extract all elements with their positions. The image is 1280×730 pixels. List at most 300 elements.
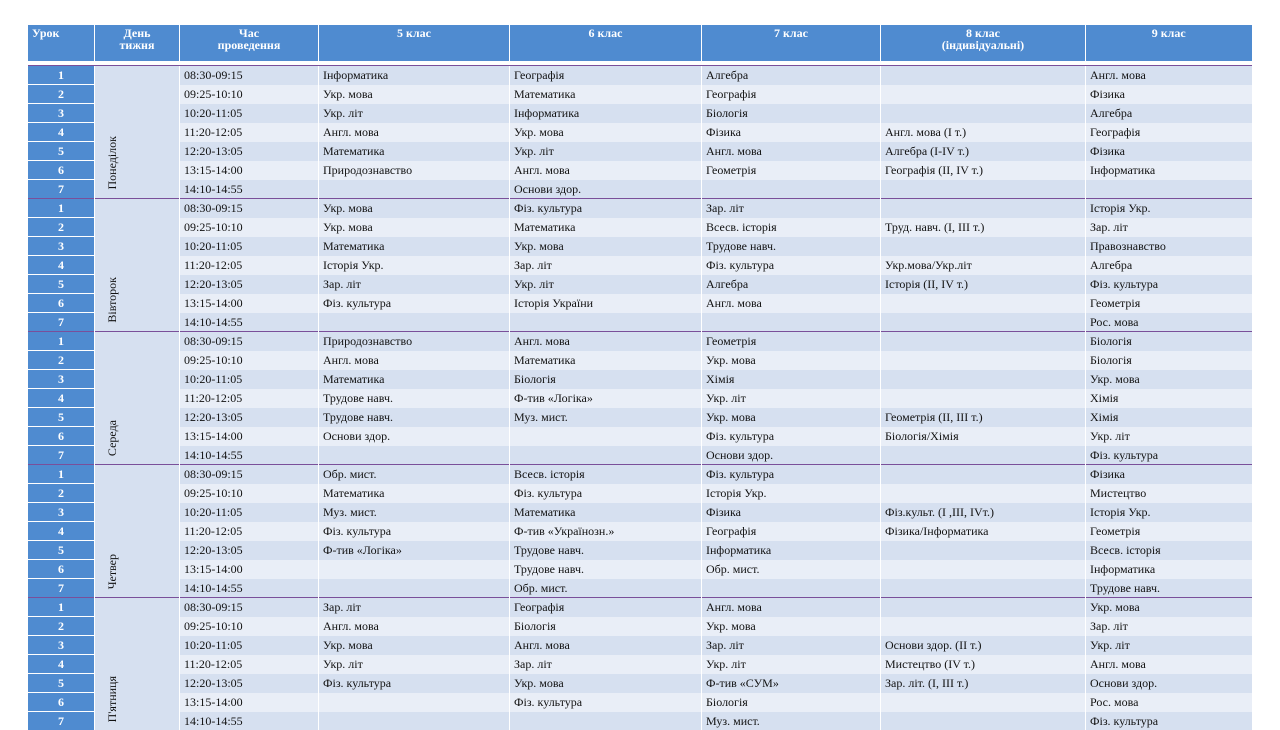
subject-cell-7: Трудове навч.: [702, 237, 881, 256]
lesson-number: 4: [28, 522, 95, 541]
subject-cell-9: Інформатика: [1086, 560, 1252, 579]
subject-cell-7: Основи здор.: [702, 446, 881, 465]
time-cell: 11:20-12:05: [180, 389, 319, 408]
lesson-number: 4: [28, 655, 95, 674]
time-cell: 11:20-12:05: [180, 522, 319, 541]
subject-cell-7: Інформатика: [702, 541, 881, 560]
subject-cell-9: Рос. мова: [1086, 693, 1252, 712]
subject-cell-9: Укр. мова: [1086, 370, 1252, 389]
lesson-number: 2: [28, 351, 95, 370]
table-row: [28, 104, 1252, 123]
subject-cell-8: [881, 484, 1086, 503]
subject-cell-7: Біологія: [702, 104, 881, 123]
subject-cell-8: [881, 598, 1086, 617]
table-row: [28, 199, 1252, 218]
table-row: [28, 180, 1252, 199]
time-cell: 09:25-10:10: [180, 617, 319, 636]
header-class-6: 6 клас: [510, 25, 702, 61]
subject-cell-8: Укр.мова/Укр.літ: [881, 256, 1086, 275]
subject-cell-9: Хімія: [1086, 408, 1252, 427]
subject-cell-6: Англ. мова: [510, 161, 702, 180]
subject-cell-7: Укр. літ: [702, 655, 881, 674]
lesson-number: 3: [28, 636, 95, 655]
subject-cell-6: Географія: [510, 598, 702, 617]
subject-cell-5: Ф-тив «Логіка»: [319, 541, 510, 560]
header-class-8: 8 клас (індивідуальні): [881, 25, 1086, 61]
time-cell: 13:15-14:00: [180, 294, 319, 313]
subject-cell-5: Зар. літ: [319, 598, 510, 617]
subject-cell-7: Фізика: [702, 123, 881, 142]
subject-cell-9: Трудове навч.: [1086, 579, 1252, 598]
subject-cell-5: Муз. мист.: [319, 503, 510, 522]
time-cell: 13:15-14:00: [180, 161, 319, 180]
subject-cell-6: Ф-тив «Логіка»: [510, 389, 702, 408]
subject-cell-7: Англ. мова: [702, 598, 881, 617]
lesson-number: 7: [28, 446, 95, 465]
day-cell: [95, 332, 180, 465]
subject-cell-8: [881, 180, 1086, 199]
subject-cell-9: Всесв. історія: [1086, 541, 1252, 560]
table-row: [28, 655, 1252, 674]
subject-cell-8: [881, 617, 1086, 636]
day-cell: [95, 465, 180, 598]
subject-cell-7: Історія Укр.: [702, 484, 881, 503]
time-cell: 09:25-10:10: [180, 85, 319, 104]
subject-cell-7: Географія: [702, 522, 881, 541]
header-class-9: 9 клас: [1086, 25, 1252, 61]
subject-cell-6: [510, 427, 702, 446]
subject-cell-8: [881, 332, 1086, 351]
subject-cell-7: Геометрія: [702, 332, 881, 351]
time-cell: 08:30-09:15: [180, 465, 319, 484]
subject-cell-5: Трудове навч.: [319, 408, 510, 427]
time-cell: 13:15-14:00: [180, 560, 319, 579]
subject-cell-6: Всесв. історія: [510, 465, 702, 484]
subject-cell-9: Хімія: [1086, 389, 1252, 408]
lesson-number: 5: [28, 674, 95, 693]
subject-cell-9: Зар. літ: [1086, 218, 1252, 237]
table-row: [28, 427, 1252, 446]
table-row: [28, 294, 1252, 313]
table-row: [28, 636, 1252, 655]
table-row: [28, 123, 1252, 142]
subject-cell-7: Фіз. культура: [702, 465, 881, 484]
time-cell: 12:20-13:05: [180, 541, 319, 560]
table-row: [28, 522, 1252, 541]
subject-cell-8: [881, 560, 1086, 579]
table-row: [28, 370, 1252, 389]
subject-cell-8: [881, 712, 1086, 730]
subject-cell-6: [510, 712, 702, 730]
subject-cell-7: Укр. мова: [702, 408, 881, 427]
table-row: [28, 389, 1252, 408]
subject-cell-6: Фіз. культура: [510, 484, 702, 503]
subject-cell-9: Фізика: [1086, 465, 1252, 484]
subject-cell-8: [881, 465, 1086, 484]
subject-cell-5: Укр. мова: [319, 218, 510, 237]
subject-cell-5: [319, 712, 510, 730]
day-label: П'ятниця: [103, 676, 121, 722]
table-row: [28, 351, 1252, 370]
day-label: Четвер: [103, 554, 121, 589]
time-cell: 10:20-11:05: [180, 370, 319, 389]
subject-cell-5: Укр. літ: [319, 104, 510, 123]
subject-cell-8: Зар. літ. (І, ІІІ т.): [881, 674, 1086, 693]
subject-cell-9: Фіз. культура: [1086, 712, 1252, 730]
subject-cell-8: [881, 389, 1086, 408]
time-cell: 14:10-14:55: [180, 579, 319, 598]
subject-cell-6: Англ. мова: [510, 636, 702, 655]
table-row: [28, 408, 1252, 427]
time-cell: 12:20-13:05: [180, 275, 319, 294]
header-class-5: 5 клас: [319, 25, 510, 61]
subject-cell-6: Географія: [510, 66, 702, 85]
lesson-number: 7: [28, 180, 95, 199]
subject-cell-5: Фіз. культура: [319, 674, 510, 693]
table-row: [28, 275, 1252, 294]
subject-cell-8: Геометрія (ІІ, ІІІ т.): [881, 408, 1086, 427]
subject-cell-7: Хімія: [702, 370, 881, 389]
subject-cell-5: Трудове навч.: [319, 389, 510, 408]
time-cell: 14:10-14:55: [180, 313, 319, 332]
lesson-number: 4: [28, 389, 95, 408]
lesson-number: 4: [28, 123, 95, 142]
subject-cell-9: Укр. літ: [1086, 427, 1252, 446]
table-row: [28, 161, 1252, 180]
subject-cell-7: Англ. мова: [702, 142, 881, 161]
table-row: [28, 484, 1252, 503]
subject-cell-8: [881, 104, 1086, 123]
subject-cell-8: [881, 351, 1086, 370]
subject-cell-7: Зар. літ: [702, 199, 881, 218]
time-cell: 08:30-09:15: [180, 66, 319, 85]
time-cell: 13:15-14:00: [180, 693, 319, 712]
table-row: [28, 218, 1252, 237]
subject-cell-6: Математика: [510, 85, 702, 104]
time-cell: 10:20-11:05: [180, 104, 319, 123]
table-row: [28, 560, 1252, 579]
subject-cell-8: Фізика/Інформатика: [881, 522, 1086, 541]
lesson-number: 5: [28, 142, 95, 161]
subject-cell-9: Укр. літ: [1086, 636, 1252, 655]
subject-cell-7: Зар. літ: [702, 636, 881, 655]
lesson-number: 6: [28, 693, 95, 712]
day-label: Понеділок: [103, 136, 121, 190]
header-class-7: 7 клас: [702, 25, 881, 61]
subject-cell-9: Основи здор.: [1086, 674, 1252, 693]
table-row: [28, 332, 1252, 351]
subject-cell-8: Історія (ІІ, ІV т.): [881, 275, 1086, 294]
subject-cell-5: Англ. мова: [319, 351, 510, 370]
subject-cell-7: Алгебра: [702, 275, 881, 294]
lesson-number: 2: [28, 85, 95, 104]
lesson-number: 2: [28, 617, 95, 636]
time-cell: 09:25-10:10: [180, 484, 319, 503]
subject-cell-6: Муз. мист.: [510, 408, 702, 427]
subject-cell-6: Історія України: [510, 294, 702, 313]
lesson-number: 3: [28, 104, 95, 123]
subject-cell-8: Основи здор. (ІІ т.): [881, 636, 1086, 655]
subject-cell-7: [702, 579, 881, 598]
subject-cell-8: [881, 579, 1086, 598]
subject-cell-6: Укр. мова: [510, 674, 702, 693]
subject-cell-8: [881, 85, 1086, 104]
subject-cell-9: Історія Укр.: [1086, 503, 1252, 522]
subject-cell-9: Алгебра: [1086, 104, 1252, 123]
subject-cell-6: Інформатика: [510, 104, 702, 123]
subject-cell-5: Природознавство: [319, 161, 510, 180]
subject-cell-6: Біологія: [510, 370, 702, 389]
lesson-number: 6: [28, 294, 95, 313]
subject-cell-7: Укр. літ: [702, 389, 881, 408]
table-row: [28, 66, 1252, 85]
day-cell: [95, 66, 180, 199]
subject-cell-6: Зар. літ: [510, 655, 702, 674]
subject-cell-9: Фізика: [1086, 142, 1252, 161]
subject-cell-7: [702, 313, 881, 332]
subject-cell-5: Фіз. культура: [319, 522, 510, 541]
time-cell: 10:20-11:05: [180, 237, 319, 256]
subject-cell-6: Укр. літ: [510, 142, 702, 161]
subject-cell-8: [881, 370, 1086, 389]
subject-cell-5: [319, 180, 510, 199]
time-cell: 08:30-09:15: [180, 199, 319, 218]
subject-cell-9: Мистецтво: [1086, 484, 1252, 503]
subject-cell-8: [881, 693, 1086, 712]
table-row: [28, 579, 1252, 598]
subject-cell-5: Укр. мова: [319, 636, 510, 655]
subject-cell-9: Фіз. культура: [1086, 275, 1252, 294]
subject-cell-9: Геометрія: [1086, 522, 1252, 541]
table-row: [28, 617, 1252, 636]
table-row: [28, 142, 1252, 161]
time-cell: 11:20-12:05: [180, 123, 319, 142]
subject-cell-7: Обр. мист.: [702, 560, 881, 579]
subject-cell-5: [319, 579, 510, 598]
lesson-number: 3: [28, 237, 95, 256]
subject-cell-5: Зар. літ: [319, 275, 510, 294]
subject-cell-8: Труд. навч. (І, ІІІ т.): [881, 218, 1086, 237]
schedule-body: [28, 66, 1252, 730]
subject-cell-7: Муз. мист.: [702, 712, 881, 730]
subject-cell-8: [881, 199, 1086, 218]
subject-cell-6: Математика: [510, 351, 702, 370]
subject-cell-8: [881, 237, 1086, 256]
time-cell: 14:10-14:55: [180, 446, 319, 465]
table-row: [28, 598, 1252, 617]
table-row: [28, 256, 1252, 275]
lesson-number: 1: [28, 66, 95, 85]
subject-cell-7: Фіз. культура: [702, 256, 881, 275]
lesson-number: 4: [28, 256, 95, 275]
subject-cell-8: Англ. мова (І т.): [881, 123, 1086, 142]
subject-cell-9: Біологія: [1086, 332, 1252, 351]
subject-cell-9: Фіз. культура: [1086, 446, 1252, 465]
time-cell: 08:30-09:15: [180, 598, 319, 617]
subject-cell-5: Математика: [319, 142, 510, 161]
time-cell: 10:20-11:05: [180, 636, 319, 655]
subject-cell-6: Математика: [510, 503, 702, 522]
subject-cell-7: Біологія: [702, 693, 881, 712]
lesson-number: 1: [28, 598, 95, 617]
subject-cell-5: Природознавство: [319, 332, 510, 351]
subject-cell-6: Математика: [510, 218, 702, 237]
time-cell: 09:25-10:10: [180, 218, 319, 237]
subject-cell-9: Географія: [1086, 123, 1252, 142]
header-time: Час проведення: [180, 25, 319, 61]
subject-cell-6: [510, 313, 702, 332]
subject-cell-8: [881, 66, 1086, 85]
subject-cell-8: Алгебра (І-ІV т.): [881, 142, 1086, 161]
subject-cell-6: Обр. мист.: [510, 579, 702, 598]
subject-cell-5: Фіз. культура: [319, 294, 510, 313]
subject-cell-5: [319, 560, 510, 579]
subject-cell-5: Основи здор.: [319, 427, 510, 446]
subject-cell-9: Рос. мова: [1086, 313, 1252, 332]
lesson-number: 1: [28, 199, 95, 218]
subject-cell-5: Математика: [319, 237, 510, 256]
subject-cell-7: Геометрія: [702, 161, 881, 180]
subject-cell-7: Ф-тив «СУМ»: [702, 674, 881, 693]
time-cell: 09:25-10:10: [180, 351, 319, 370]
lesson-number: 3: [28, 370, 95, 389]
table-row: [28, 446, 1252, 465]
subject-cell-6: Біологія: [510, 617, 702, 636]
subject-cell-5: Математика: [319, 370, 510, 389]
subject-cell-5: Укр. літ: [319, 655, 510, 674]
lesson-number: 7: [28, 712, 95, 730]
lesson-number: 6: [28, 427, 95, 446]
subject-cell-8: [881, 541, 1086, 560]
subject-cell-6: Трудове навч.: [510, 560, 702, 579]
header-row: [28, 25, 1252, 61]
schedule-table: [27, 25, 1252, 730]
time-cell: 12:20-13:05: [180, 408, 319, 427]
subject-cell-9: Алгебра: [1086, 256, 1252, 275]
subject-cell-9: Правознавство: [1086, 237, 1252, 256]
subject-cell-7: [702, 180, 881, 199]
subject-cell-7: Фіз. культура: [702, 427, 881, 446]
subject-cell-6: Основи здор.: [510, 180, 702, 199]
subject-cell-9: Інформатика: [1086, 161, 1252, 180]
time-cell: 11:20-12:05: [180, 256, 319, 275]
header-lesson: Урок: [28, 25, 95, 61]
subject-cell-7: Укр. мова: [702, 351, 881, 370]
subject-cell-6: Англ. мова: [510, 332, 702, 351]
subject-cell-6: Зар. літ: [510, 256, 702, 275]
table-row: [28, 712, 1252, 730]
day-cell: [95, 199, 180, 332]
subject-cell-7: Географія: [702, 85, 881, 104]
time-cell: 13:15-14:00: [180, 427, 319, 446]
subject-cell-5: Математика: [319, 484, 510, 503]
subject-cell-6: Фіз. культура: [510, 199, 702, 218]
subject-cell-8: [881, 294, 1086, 313]
subject-cell-7: Фізика: [702, 503, 881, 522]
time-cell: 10:20-11:05: [180, 503, 319, 522]
lesson-number: 1: [28, 465, 95, 484]
lesson-number: 5: [28, 541, 95, 560]
day-cell: [95, 598, 180, 730]
subject-cell-9: Англ. мова: [1086, 66, 1252, 85]
time-cell: 12:20-13:05: [180, 674, 319, 693]
time-cell: 14:10-14:55: [180, 712, 319, 730]
subject-cell-6: Трудове навч.: [510, 541, 702, 560]
subject-cell-8: Географія (ІІ, ІV т.): [881, 161, 1086, 180]
subject-cell-5: Укр. мова: [319, 199, 510, 218]
table-row: [28, 85, 1252, 104]
subject-cell-9: Історія Укр.: [1086, 199, 1252, 218]
subject-cell-6: [510, 446, 702, 465]
day-label: Вівторок: [103, 277, 121, 323]
time-cell: 12:20-13:05: [180, 142, 319, 161]
subject-cell-7: Англ. мова: [702, 294, 881, 313]
table-row: [28, 237, 1252, 256]
lesson-number: 5: [28, 408, 95, 427]
table-row: [28, 503, 1252, 522]
lesson-number: 7: [28, 313, 95, 332]
subject-cell-9: Біологія: [1086, 351, 1252, 370]
lesson-number: 3: [28, 503, 95, 522]
subject-cell-6: Укр. мова: [510, 237, 702, 256]
subject-cell-5: [319, 693, 510, 712]
subject-cell-5: Укр. мова: [319, 85, 510, 104]
subject-cell-8: Біологія/Хімія: [881, 427, 1086, 446]
table-row: [28, 465, 1252, 484]
subject-cell-5: Англ. мова: [319, 617, 510, 636]
lesson-number: 6: [28, 161, 95, 180]
subject-cell-5: [319, 313, 510, 332]
time-cell: 11:20-12:05: [180, 655, 319, 674]
lesson-number: 7: [28, 579, 95, 598]
lesson-number: 2: [28, 218, 95, 237]
lesson-number: 5: [28, 275, 95, 294]
time-cell: 08:30-09:15: [180, 332, 319, 351]
subject-cell-6: Укр. літ: [510, 275, 702, 294]
day-label: Середа: [103, 420, 121, 456]
subject-cell-9: Зар. літ: [1086, 617, 1252, 636]
subject-cell-5: Історія Укр.: [319, 256, 510, 275]
subject-cell-8: [881, 446, 1086, 465]
subject-cell-9: Геометрія: [1086, 294, 1252, 313]
subject-cell-5: [319, 446, 510, 465]
subject-cell-8: Фіз.культ. (І ,ІІІ, ІVт.): [881, 503, 1086, 522]
table-row: [28, 313, 1252, 332]
lesson-number: 2: [28, 484, 95, 503]
table-row: [28, 541, 1252, 560]
lesson-number: 6: [28, 560, 95, 579]
subject-cell-5: Англ. мова: [319, 123, 510, 142]
subject-cell-8: [881, 313, 1086, 332]
subject-cell-6: Укр. мова: [510, 123, 702, 142]
subject-cell-6: Ф-тив «Українозн.»: [510, 522, 702, 541]
subject-cell-5: Обр. мист.: [319, 465, 510, 484]
subject-cell-7: Алгебра: [702, 66, 881, 85]
subject-cell-9: [1086, 180, 1252, 199]
subject-cell-6: Фіз. культура: [510, 693, 702, 712]
subject-cell-8: Мистецтво (ІV т.): [881, 655, 1086, 674]
header-day: День тижня: [95, 25, 180, 61]
table-row: [28, 693, 1252, 712]
subject-cell-9: Англ. мова: [1086, 655, 1252, 674]
subject-cell-7: Укр. мова: [702, 617, 881, 636]
lesson-number: 1: [28, 332, 95, 351]
table-row: [28, 674, 1252, 693]
time-cell: 14:10-14:55: [180, 180, 319, 199]
subject-cell-5: Інформатика: [319, 66, 510, 85]
subject-cell-7: Всесв. історія: [702, 218, 881, 237]
subject-cell-9: Укр. мова: [1086, 598, 1252, 617]
